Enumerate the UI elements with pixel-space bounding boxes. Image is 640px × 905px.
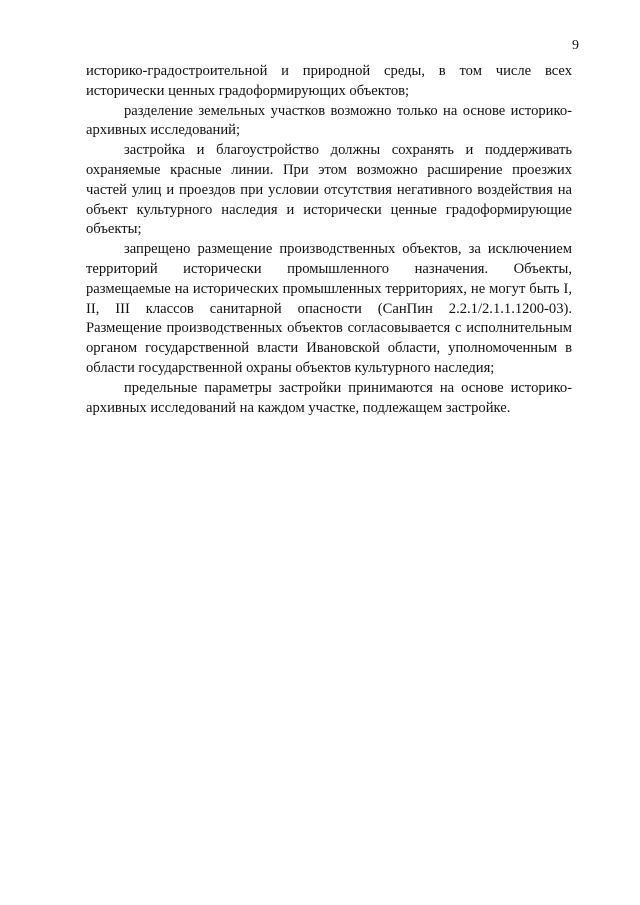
paragraph-building-parameters: предельные параметры застройки принимаются на основе историко-архивных исследований на каждом участке, подлежащем застройке. [86, 379, 572, 416]
page-number: 9 [572, 38, 579, 53]
paragraph-red-lines: застройка и благоустройство должны сохранять и поддерживать охраняемые красные линии. При этом возможно расширение проезжих частей улиц и проездов при условии отсутствия негативного воздействия на объект культурного наследия и исторически ценные градоформирующие объекты; [86, 142, 572, 238]
paragraph-land-division: разделение земельных участков возможно только на основе историко-архивных исследований; [86, 102, 572, 139]
document-body [86, 62, 572, 418]
paragraph-continuation: историко-градостроительной и природной среды, в том числе всех исторически ценных градоформирующих объектов; [86, 63, 572, 99]
paragraph-industrial-objects: запрещено размещение производственных объектов, за исключением территорий исторически промышленного назначения. Объекты, размещаемые на исторических промышленных территориях, не могут быть I, II, III классов санитарной опасности (СанПин 2.2.1/2.1.1.1200-03). Размещение производственных объектов согласовывается с исполнительным органом государственной власти Ивановской области, уполномоченным в области государственной охраны объектов культурного наследия; [86, 241, 572, 376]
